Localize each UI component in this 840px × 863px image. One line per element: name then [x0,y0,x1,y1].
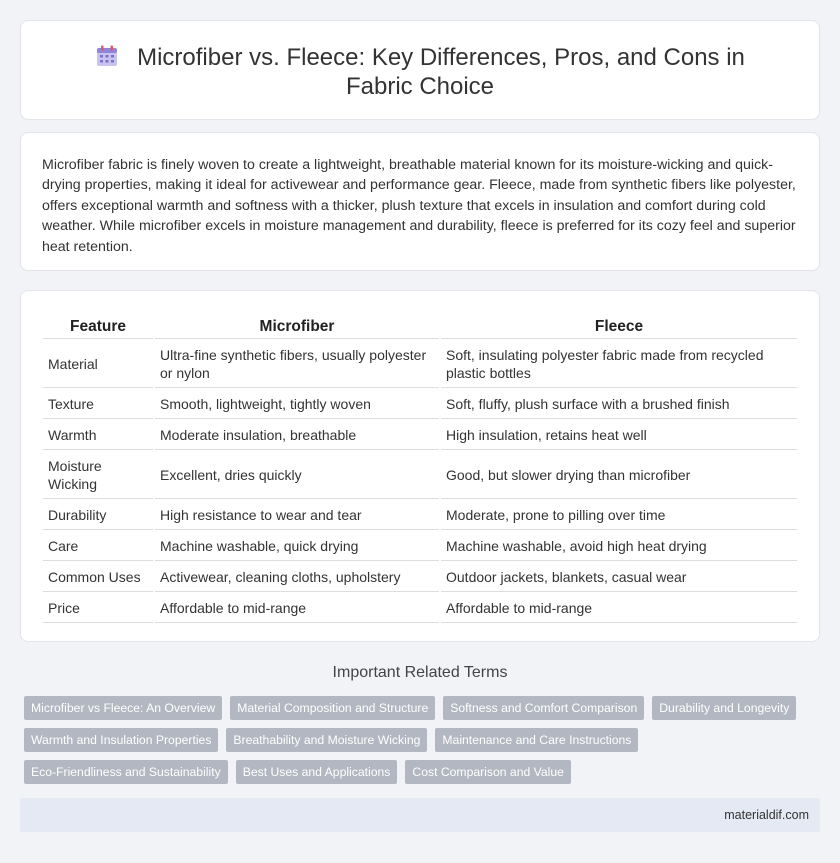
cell-microfiber: Affordable to mid-range [155,594,439,623]
tag-link[interactable]: Warmth and Insulation Properties [24,728,218,752]
intro-paragraph: Microfiber fabric is finely woven to create a lightweight, breathable material known for its moisture-wicking and quick-drying properties, making it ideal for activewear and performance gear. Fleece, made from synthetic fibers like polyester, offers exceptional warmth and softness with a thicker, plush texture that excels in insulation and comfort during cold weather. While microfiber excels in moisture management and durability, fleece is preferred for its cozy feel and superior heat retention. [42,157,796,255]
page-title-text: Microfiber vs. Fleece: Key Differences, Pros, and Cons in Fabric Choice [137,44,745,100]
cell-microfiber: Excellent, dries quickly [155,452,439,499]
page-title [61,43,779,101]
tag-link[interactable]: Durability and Longevity [652,696,796,720]
tag-link[interactable]: Softness and Comfort Comparison [443,696,644,720]
cell-microfiber: High resistance to wear and tear [155,501,439,530]
cell-fleece: Good, but slower drying than microfiber [441,452,797,499]
cell-fleece: High insulation, retains heat well [441,421,797,450]
tag-row [24,728,824,752]
cell-feature: Common Uses [43,563,153,592]
related-terms-title: Important Related Terms [332,664,508,681]
title-card [20,20,820,120]
table-row [43,390,797,419]
table-row [43,501,797,530]
table-row [43,421,797,450]
tag-link[interactable]: Cost Comparison and Value [405,760,571,784]
table-row [43,563,797,592]
cell-microfiber: Activewear, cleaning cloths, upholstery [155,563,439,592]
footer [20,798,820,832]
tag-link[interactable]: Breathability and Moisture Wicking [226,728,427,752]
title-wrap [61,43,779,101]
table-row [43,532,797,561]
related-terms [24,696,824,792]
comparison-table [41,313,799,625]
cell-feature: Warmth [43,421,153,450]
tag-link[interactable]: Microfiber vs Fleece: An Overview [24,696,222,720]
cell-feature: Price [43,594,153,623]
intro-card [20,132,820,271]
cell-feature: Texture [43,390,153,419]
header-fleece: Fleece [441,315,797,339]
tag-link[interactable]: Material Composition and Structure [230,696,435,720]
table-row [43,594,797,623]
tag-row [24,760,824,784]
cell-feature: Material [43,341,153,388]
tag-row [24,696,824,720]
header-feature: Feature [43,315,153,339]
cell-fleece: Outdoor jackets, blankets, casual wear [441,563,797,592]
table-row [43,341,797,388]
table-row [43,452,797,499]
tag-link[interactable]: Eco-Friendliness and Sustainability [24,760,228,784]
table-header-row [43,315,797,339]
cell-fleece: Machine washable, avoid high heat drying [441,532,797,561]
footer-site[interactable]: materialdif.com [724,808,809,822]
tag-link[interactable]: Best Uses and Applications [236,760,398,784]
table-card [20,290,820,642]
cell-microfiber: Machine washable, quick drying [155,532,439,561]
cell-microfiber: Ultra-fine synthetic fibers, usually polyester or nylon [155,341,439,388]
cell-microfiber: Smooth, lightweight, tightly woven [155,390,439,419]
cell-feature: Durability [43,501,153,530]
cell-fleece: Soft, insulating polyester fabric made from recycled plastic bottles [441,341,797,388]
cell-fleece: Soft, fluffy, plush surface with a brushed finish [441,390,797,419]
header-microfiber: Microfiber [155,315,439,339]
cell-feature: Care [43,532,153,561]
cell-feature: Moisture Wicking [43,452,153,499]
tag-link[interactable]: Maintenance and Care Instructions [435,728,638,752]
calendar-icon [95,44,119,68]
cell-fleece: Affordable to mid-range [441,594,797,623]
cell-microfiber: Moderate insulation, breathable [155,421,439,450]
cell-fleece: Moderate, prone to pilling over time [441,501,797,530]
